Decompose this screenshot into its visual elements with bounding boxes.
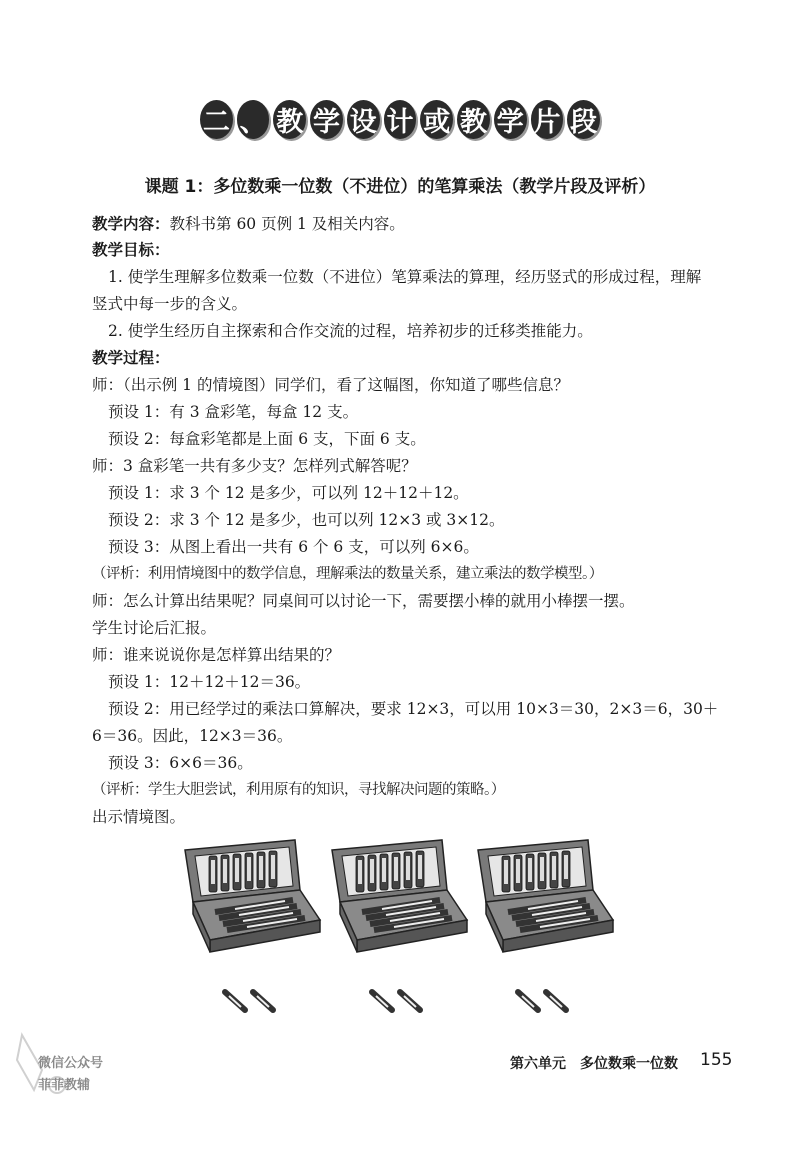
title-char: 或 xyxy=(420,100,453,139)
title-char: 教 xyxy=(273,100,306,139)
title-char: 段 xyxy=(567,100,600,139)
process-line: 师：怎么计算出结果呢？同桌间可以讨论一下，需要摆小棒的就用小棒摆一摆。 xyxy=(92,592,635,610)
pen-box-3 xyxy=(478,840,613,1010)
pen-box-2 xyxy=(332,840,467,1010)
lesson-title: 课题 1：多位数乘一位数（不进位）的笔算乘法（教学片段及评析） xyxy=(144,177,656,197)
page-number: 155 xyxy=(700,1050,733,1070)
goals-label: 教学目标： xyxy=(92,241,170,259)
process-line: 预设 2：每盒彩笔都是上面 6 支，下面 6 支。 xyxy=(108,430,426,448)
process-label: 教学过程： xyxy=(92,349,170,367)
pen-box-1 xyxy=(185,840,320,1010)
pen-box-illustration xyxy=(180,830,620,1020)
process-line: 预设 1：12＋12＋12＝36。 xyxy=(108,673,311,691)
footer-unit: 第六单元 多位数乘一位数 xyxy=(510,1056,678,1072)
process-line: 6＝36。因此，12×3＝36。 xyxy=(92,727,293,745)
goal-item-1-cont: 竖式中每一步的含义。 xyxy=(92,295,248,313)
section-title xyxy=(200,92,600,148)
process-line: 学生讨论后汇报。 xyxy=(92,619,217,637)
process-line: 师：（出示例 1 的情境图）同学们，看了这幅图，你知道了哪些信息？ xyxy=(92,376,569,394)
process-line: 预设 3：6×6＝36。 xyxy=(108,754,253,772)
title-char: 二 xyxy=(200,100,233,139)
content-line xyxy=(92,212,732,234)
process-line: 预设 2：求 3 个 12 是多少，也可以列 12×3 或 3×12。 xyxy=(108,511,505,529)
title-char: 片 xyxy=(531,100,564,139)
title-char: 设 xyxy=(347,100,380,139)
process-line: 预设 3：从图上看出一共有 6 个 6 支，可以列 6×6。 xyxy=(108,538,479,556)
process-comment: （评析：学生大胆尝试，利用原有的知识，寻找解决问题的策略。） xyxy=(92,782,505,798)
title-char: 学 xyxy=(310,100,343,139)
title-char: 学 xyxy=(494,100,527,139)
process-line: 预设 2：用已经学过的乘法口算解决，要求 12×3，可以用 10×3＝30，2×3＝6，30＋ xyxy=(108,700,719,718)
content-text: 教科书第 60 页例 1 及相关内容。 xyxy=(169,215,405,233)
process-line: 预设 1：求 3 个 12 是多少，可以列 12＋12＋12。 xyxy=(108,484,469,502)
content-label: 教学内容： xyxy=(92,215,170,233)
title-char: 、 xyxy=(237,100,270,139)
process-comment: （评析：利用情境图中的数学信息，理解乘法的数量关系，建立乘法的数学模型。） xyxy=(92,566,603,582)
watermark-line-1: 微信公众号 xyxy=(38,1056,104,1071)
process-line: 师：3 盒彩笔一共有多少支？怎样列式解答呢？ xyxy=(92,457,417,475)
title-char: 计 xyxy=(384,100,417,139)
title-char: 教 xyxy=(457,100,490,139)
goal-item-1: 1. 使学生理解多位数乘一位数（不进位）笔算乘法的算理，经历竖式的形成过程，理解 xyxy=(108,268,702,286)
process-line: 预设 1：有 3 盒彩笔，每盒 12 支。 xyxy=(108,403,359,421)
process-line: 出示情境图。 xyxy=(92,808,186,826)
watermark-line-2: 菲菲教辅 xyxy=(38,1078,91,1093)
goal-item-2: 2. 使学生经历自主探索和合作交流的过程，培养初步的迁移类推能力。 xyxy=(108,322,593,340)
process-line: 师：谁来说说你是怎样算出结果的？ xyxy=(92,646,341,664)
